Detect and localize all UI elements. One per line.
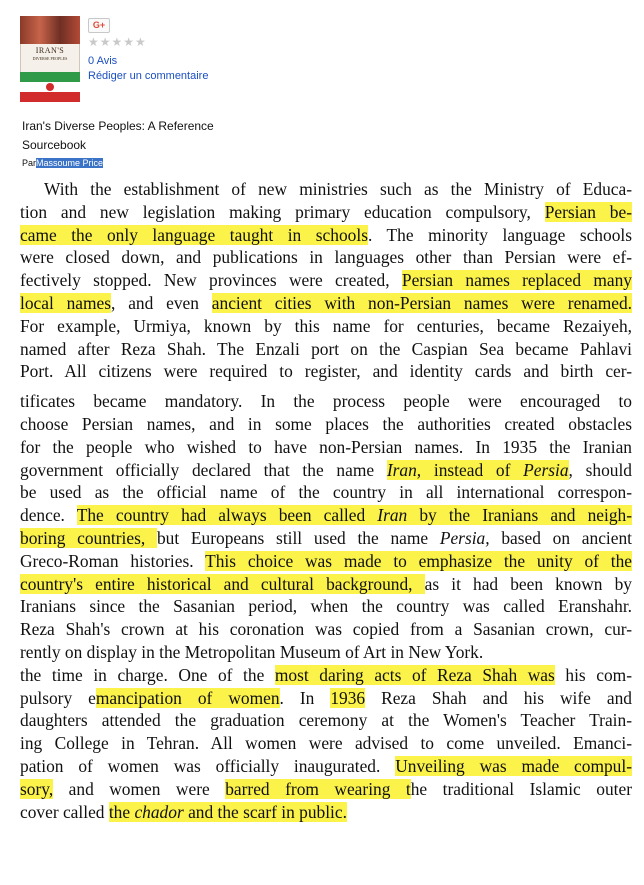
author-byline	[22, 157, 103, 169]
text-span: were closed down, and publications in languages other than Persian were ef-	[20, 247, 632, 268]
text-span: Greco-Roman histories.	[20, 550, 206, 571]
text-span: With the establishment of new ministries such as the Ministry of Educa-	[44, 179, 632, 199]
highlighted-text: came the only language taught in schools	[20, 224, 368, 245]
text-line	[20, 338, 632, 361]
highlighted-text: ancient cities with non-Persian names were renamed.	[211, 292, 632, 313]
text-line	[20, 504, 632, 527]
highlighted-text: the	[108, 801, 135, 822]
text-span: ing College in Tehran. All women were advised to come unveiled. Emanci-	[20, 733, 632, 754]
text-line	[20, 269, 632, 292]
text-span: , and even	[111, 292, 212, 313]
google-plus-button[interactable]: G+	[88, 18, 110, 33]
text-span: Port. All citizens were required to register, and identity cards and birth cer-	[20, 361, 632, 382]
text-line	[20, 755, 632, 778]
highlighted-text: instead of	[421, 459, 524, 480]
rating-stars: ★★★★★	[88, 35, 147, 49]
text-span: daughters attended the graduation ceremony at the Women's Teacher Train-	[20, 710, 632, 731]
cover-subtitle: DIVERSE PEOPLES	[32, 56, 68, 61]
highlighted-text: barred from wearing t	[225, 778, 411, 799]
text-line	[20, 178, 632, 201]
text-line	[20, 618, 632, 641]
text-span: for the people who wished to have non-Persian names. In 1935 the Iranian	[20, 436, 632, 457]
highlighted-text: 1936	[330, 687, 366, 708]
text-line	[20, 732, 632, 755]
text-line	[20, 573, 632, 596]
highlighted-text: chador	[134, 801, 184, 822]
highlighted-text: Persian names replaced many	[401, 270, 632, 291]
text-span: choose Persian names, and in some places the authorities created obstacles	[20, 413, 632, 434]
by-prefix: Par	[22, 158, 37, 168]
highlighted-text: most daring acts of Reza Shah was	[274, 664, 555, 685]
text-line	[20, 801, 632, 824]
text-span: pation of women was officially inaugurated.	[20, 755, 396, 776]
book-cover-image[interactable]	[20, 16, 80, 102]
text-line	[20, 664, 632, 687]
text-span: tificates became mandatory. In the process people were encouraged to	[20, 391, 632, 412]
text-span: be used as the official name of the country in all international correspon-	[20, 482, 632, 503]
text-span: as it had been known by	[424, 573, 632, 594]
highlighted-text: local names	[20, 292, 112, 313]
text-span: , should	[568, 459, 633, 480]
text-span: rently on display in the Metropolitan Museum of Art in New York.	[20, 641, 484, 662]
text-span: but Europeans still used the name	[156, 527, 440, 548]
text-span: For example, Urmiya, known by this name for centuries, became Rezaiyeh,	[20, 315, 632, 336]
text-span: government officially declared that the name	[20, 459, 387, 480]
text-line	[20, 292, 632, 315]
book-header	[20, 16, 320, 106]
text-line	[20, 709, 632, 732]
page-text	[20, 178, 632, 823]
text-line	[20, 390, 632, 413]
text-span: his com-	[554, 664, 632, 685]
text-line	[20, 595, 632, 618]
text-line	[20, 687, 632, 710]
text-line	[20, 315, 632, 338]
highlighted-text: and the scarf in public.	[183, 801, 347, 822]
highlighted-text: mancipation of women	[95, 687, 280, 708]
text-span: tion and new legislation making primary education compulsory,	[20, 201, 545, 222]
text-line	[20, 360, 632, 383]
author-link[interactable]: Massoume Price	[36, 158, 104, 168]
text-span: and women were	[53, 778, 226, 799]
text-line	[20, 436, 632, 459]
highlighted-text: Unveiling was made compul-	[395, 755, 632, 776]
text-span: . In	[279, 687, 331, 708]
text-line	[20, 527, 632, 550]
highlighted-text: Iran,	[386, 459, 422, 480]
highlighted-text: The country had always been called	[76, 505, 378, 526]
text-line	[20, 481, 632, 504]
cover-title: IRAN'S	[35, 46, 65, 55]
text-span: Iranians since the Sasanian period, when the country was called Eranshahr.	[20, 596, 632, 617]
text-span: cover called	[20, 801, 109, 822]
reviews-count-link[interactable]: 0 Avis	[88, 55, 118, 67]
highlighted-text: Persian be-	[544, 201, 633, 222]
text-line	[20, 201, 632, 224]
highlighted-text: Persia	[523, 459, 569, 480]
text-span: Reza Shah's crown at his coronation was copied from a Sasanian crown, cur-	[20, 619, 632, 640]
text-line	[20, 641, 632, 664]
text-line	[20, 778, 632, 801]
text-line	[20, 224, 632, 247]
text-span: named after Reza Shah. The Enzali port on the Caspian Sea became Pahlavi	[20, 338, 632, 359]
text-span: based on ancient	[489, 527, 632, 548]
cover-photo	[20, 16, 80, 44]
text-span: Persia,	[439, 527, 490, 548]
highlighted-text: by the Iranians and neigh-	[407, 505, 632, 526]
text-span: pulsory e	[20, 687, 96, 708]
text-span: he traditional Islamic outer	[410, 778, 632, 799]
highlighted-text: country's entire historical and cultural background,	[20, 573, 425, 594]
highlighted-text: Iran	[377, 505, 408, 526]
text-span: Reza Shah and his wife and	[365, 687, 632, 708]
text-span: the time in charge. One of the	[20, 664, 275, 685]
iran-flag-icon	[20, 72, 80, 102]
text-span: fectively stopped. New provinces were created,	[20, 270, 402, 291]
book-title[interactable]: Iran's Diverse Peoples: A Reference Sourcebook	[22, 119, 214, 152]
highlighted-text: sory,	[20, 778, 54, 799]
highlighted-text: boring countries,	[20, 527, 157, 548]
text-line	[20, 246, 632, 269]
highlighted-text: This choice was made to emphasize the unity of the	[205, 550, 633, 571]
text-line	[20, 550, 632, 573]
text-span: . The minority language schools	[367, 224, 632, 245]
text-line	[20, 413, 632, 436]
text-span: dence.	[20, 505, 77, 526]
write-review-link[interactable]: Rédiger un commentaire	[88, 70, 209, 82]
text-line	[20, 459, 632, 482]
